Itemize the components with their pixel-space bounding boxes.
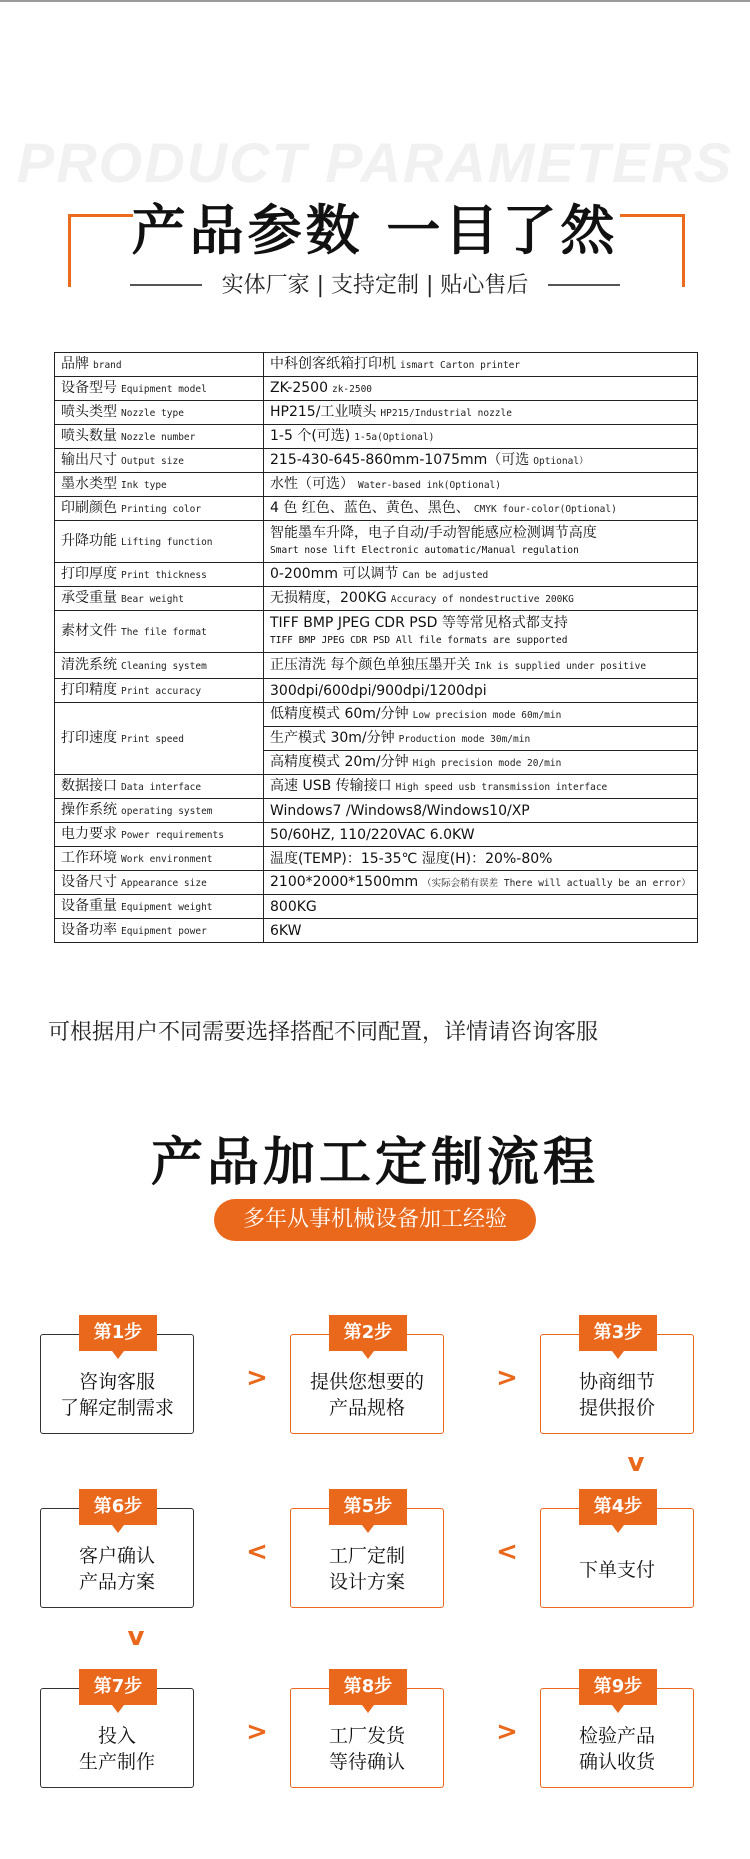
table-row <box>55 611 698 653</box>
param-value: 215-430-645-860mm-1075mm（可选 Optional） <box>264 449 698 473</box>
params-title: 产品参数 一目了然 <box>131 199 619 262</box>
param-key: 电力要求 Power requirements <box>55 823 264 847</box>
step-badge: 第6步 <box>79 1489 157 1525</box>
param-value: 1-5 个(可选) 1-5a(Optional) <box>264 425 698 449</box>
step-badge: 第7步 <box>79 1669 157 1705</box>
param-value: 高速 USB 传输接口 High speed usb transmission interface <box>264 775 698 799</box>
param-value: 生产模式 30m/分钟 Production mode 30m/min <box>264 727 698 751</box>
arrow-right: > <box>496 1363 518 1393</box>
step-text: 工厂定制 设计方案 <box>328 1545 405 1593</box>
step-text: 投入 生产制作 <box>78 1725 155 1773</box>
param-key: 设备尺寸 Appearance size <box>55 871 264 895</box>
table-row <box>55 425 698 449</box>
param-key: 承受重量 Bear weight <box>55 587 264 611</box>
table-row <box>55 871 698 895</box>
table-row <box>55 703 698 727</box>
step-9-card <box>540 1676 694 1788</box>
table-row <box>55 473 698 497</box>
table-row <box>55 679 698 703</box>
config-note: 可根据用户不同需要选择搭配不同配置，详情请咨询客服 <box>48 1020 599 1045</box>
table-row <box>55 823 698 847</box>
table-row <box>55 653 698 679</box>
top-divider <box>0 0 750 2</box>
param-value: 6KW <box>264 919 698 943</box>
param-key: 品牌 brand <box>55 353 264 377</box>
process-title: 产品加工定制流程 <box>150 1133 599 1193</box>
arrow-right: > <box>246 1717 268 1747</box>
param-value: 高精度模式 20m/分钟 High precision mode 20/min <box>264 751 698 775</box>
param-key: 输出尺寸 Output size <box>55 449 264 473</box>
step-8-card <box>290 1676 444 1788</box>
param-key: 设备功率 Equipment power <box>55 919 264 943</box>
table-row <box>55 587 698 611</box>
param-key: 墨水类型 Ink type <box>55 473 264 497</box>
param-key: 打印精度 Print accuracy <box>55 679 264 703</box>
param-key: 数据接口 Data interface <box>55 775 264 799</box>
step-badge: 第3步 <box>579 1315 657 1351</box>
step-7-card <box>40 1676 194 1788</box>
table-row <box>55 353 698 377</box>
params-subtitle: 实体厂家 | 支持定制 | 贴心售后 <box>221 273 529 298</box>
step-text: 工厂发货 等待确认 <box>328 1725 405 1773</box>
param-value: 智能墨车升降，电子自动/手动智能感应检测调节高度 Smart nose lift Electronic automatic/Manual regulation <box>264 521 698 563</box>
step-badge: 第9步 <box>579 1669 657 1705</box>
step-badge: 第8步 <box>329 1669 407 1705</box>
step-text: 下单支付 <box>578 1559 655 1581</box>
param-key: 喷头数量 Nozzle number <box>55 425 264 449</box>
table-row <box>55 563 698 587</box>
param-key: 操作系统 operating system <box>55 799 264 823</box>
param-key: 喷头类型 Nozzle type <box>55 401 264 425</box>
param-key: 打印厚度 Print thickness <box>55 563 264 587</box>
section-watermark: PRODUCT PARAMETERS <box>16 131 734 194</box>
step-badge: 第2步 <box>329 1315 407 1351</box>
table-row <box>55 497 698 521</box>
arrow-right: > <box>496 1717 518 1747</box>
param-value: 无损精度，200KG Accuracy of nondestructive 200KG <box>264 587 698 611</box>
param-value: 2100*2000*1500mm （实际会稍有误差 There will actually be an error） <box>264 871 698 895</box>
step-5-card <box>290 1496 444 1608</box>
table-row <box>55 377 698 401</box>
param-key: 设备重量 Equipment weight <box>55 895 264 919</box>
param-key: 素材文件 The file format <box>55 611 264 653</box>
step-4-card <box>540 1496 694 1608</box>
table-row <box>55 847 698 871</box>
step-text: 协商细节 提供报价 <box>578 1371 655 1419</box>
param-value: 4 色 红色、蓝色、黄色、黑色、 CMYK four-color(Optional) <box>264 497 698 521</box>
table-row <box>55 449 698 473</box>
param-key: 工作环境 Work environment <box>55 847 264 871</box>
step-text: 咨询客服 了解定制需求 <box>59 1371 174 1419</box>
arrow-down: v <box>627 1448 645 1478</box>
table-row <box>55 919 698 943</box>
param-value: 50/60HZ, 110/220VAC 6.0KW <box>264 823 698 847</box>
param-key: 设备型号 Equipment model <box>55 377 264 401</box>
param-key: 升降功能 Lifting function <box>55 521 264 563</box>
param-value: 中科创客纸箱打印机 ismart Carton printer <box>264 353 698 377</box>
param-value: ZK-2500 zk-2500 <box>264 377 698 401</box>
step-badge: 第5步 <box>329 1489 407 1525</box>
experience-badge: 多年从事机械设备加工经验 <box>214 1199 536 1241</box>
table-row <box>55 895 698 919</box>
param-value: 水性（可选） Water-based ink(Optional) <box>264 473 698 497</box>
step-text: 检验产品 确认收货 <box>578 1725 655 1773</box>
arrow-left: < <box>246 1537 268 1567</box>
param-value: HP215/工业喷头 HP215/Industrial nozzle <box>264 401 698 425</box>
param-value: 低精度模式 60m/分钟 Low precision mode 60m/min <box>264 703 698 727</box>
arrow-down: v <box>127 1622 145 1652</box>
param-key: 清洗系统 Cleaning system <box>55 653 264 679</box>
param-value: 300dpi/600dpi/900dpi/1200dpi <box>264 679 698 703</box>
param-key: 印刷颜色 Printing color <box>55 497 264 521</box>
table-row <box>55 775 698 799</box>
step-text: 提供您想要的 产品规格 <box>309 1371 424 1419</box>
table-row <box>55 401 698 425</box>
arrow-left: < <box>496 1537 518 1567</box>
param-value: 0-200mm 可以调节 Can be adjusted <box>264 563 698 587</box>
param-value: TIFF BMP JPEG CDR PSD 等等常见格式都支持 TIFF BMP JPEG CDR PSD All file formats are supported <box>264 611 698 653</box>
step-badge: 第4步 <box>579 1489 657 1525</box>
param-value: 温度(TEMP)：15-35℃ 湿度(H)：20%-80% <box>264 847 698 871</box>
step-3-card <box>540 1322 694 1434</box>
step-badge: 第1步 <box>79 1315 157 1351</box>
table-row <box>55 799 698 823</box>
step-1-card <box>40 1322 194 1434</box>
param-key: 打印速度 Print speed <box>55 703 264 775</box>
param-value: 800KG <box>264 895 698 919</box>
step-2-card <box>290 1322 444 1434</box>
step-6-card <box>40 1496 194 1608</box>
arrow-right: > <box>246 1363 268 1393</box>
step-text: 客户确认 产品方案 <box>78 1545 155 1593</box>
param-value: Windows7 /Windows8/Windows10/XP <box>264 799 698 823</box>
params-table <box>54 352 698 943</box>
table-row <box>55 521 698 563</box>
param-value: 正压清洗 每个颜色单独压墨开关 Ink is supplied under positive <box>264 653 698 679</box>
